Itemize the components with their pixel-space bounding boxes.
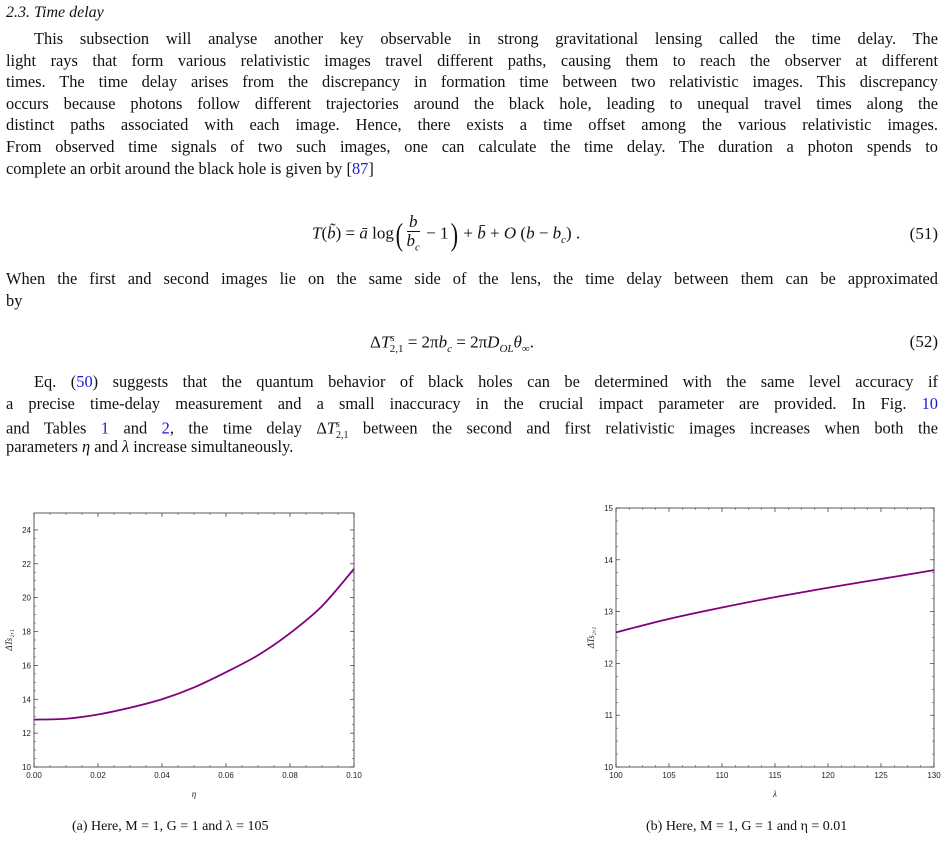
paragraph-line: This subsection will analyse another key observable in strong gravitational lensing called the time delay. The [34,29,938,48]
paragraph-line: Eq. (50) suggests that the quantum behavior of black holes can be determined with the same level accuracy if [34,372,938,391]
x-tick-label: 115 [768,771,782,780]
equation-number: (51) [909,224,938,243]
x-axis-label: η [191,789,197,799]
y-tick-label: 14 [604,555,613,565]
paragraph-line: distinct paths associated with each image. Hence, there exists a time offset among the various relativistic images. [6,115,938,135]
table-link[interactable]: 2 [161,418,170,438]
paragraph-line: When the first and second images lie on the same side of the lens, the time delay between them can be approximated [6,269,938,288]
y-axis-label: ΔTs₂,₁ [4,629,14,651]
data-series-line [34,569,354,720]
chart-a-svg [0,505,360,810]
x-tick-label: 0.00 [26,771,42,780]
paragraph-line-last: complete an orbit around the black hole is given by [87] [6,158,374,178]
y-tick-label: 15 [604,504,613,513]
x-tick-label: 105 [662,771,676,780]
figure-link[interactable]: 10 [921,393,938,413]
x-tick-label: 120 [821,771,835,780]
y-tick-label: 11 [604,711,613,721]
x-tick-label: 0.04 [154,771,170,780]
figure-caption-b: (b) Here, M = 1, G = 1 and η = 0.01 [646,819,848,834]
paragraph-line: parameters η and λ increase simultaneously. [6,436,294,456]
chart-b-svg [584,505,944,810]
y-tick-label: 12 [22,729,31,739]
paragraph-line: and Tables 1 and 2, the time delay $\Delta T^s_{2,1}$ between the second and first relativistic images increases when both the [6,418,938,441]
paragraph-1 [6,28,938,179]
y-tick-label: 18 [22,627,31,637]
equation-52-body: $\Delta T^s_{2,1} = 2\pi b_c = 2\pi D_{OL}\theta_\infty$. [370,332,534,356]
figure-caption-a: (a) Here, M = 1, G = 1 and λ = 105 [72,819,269,834]
x-tick-label: 130 [927,771,941,780]
equation-52 [0,330,946,370]
y-tick-label: 22 [22,559,31,569]
y-tick-label: 10 [604,763,613,772]
plot-frame [34,513,354,767]
paragraph-line: a precise time-delay measurement and a small inaccuracy in the crucial impact parameter are provided. In Fig. 10 [6,393,938,413]
x-axis-label: λ [773,789,777,799]
paragraph-line: From observed time signals of two such images, one can calculate the time delay. The duration a photon spends to [6,136,938,156]
paragraph-line: times. The time delay arises from the discrepancy in formation time between two relativistic images. This discrepancy [6,72,938,92]
y-tick-label: 12 [604,659,613,669]
x-tick-label: 0.06 [218,771,234,780]
citation-link[interactable]: 87 [351,158,369,178]
equation-number: (52) [909,332,938,351]
paragraph-line: light rays that form various relativistic images travel different paths, causing them to reach the observer at different [6,50,938,70]
x-tick-label: 125 [874,771,888,780]
x-tick-label: 100 [609,771,623,780]
y-tick-label: 16 [22,661,31,671]
y-tick-label: 20 [22,593,31,603]
y-tick-label: 13 [604,607,613,617]
equation-51-body: T(b̃) = ā log( $\frac{b}{b_c}$ − 1) + b̄ + O $(b - b_c)$ . [312,212,581,254]
x-tick-label: 110 [715,771,729,780]
x-tick-label: 0.08 [282,771,298,780]
y-tick-label: 24 [22,525,31,535]
plot-frame [616,508,934,767]
equation-link[interactable]: 50 [76,372,93,391]
data-series-line [616,570,934,632]
x-tick-label: 0.10 [346,771,362,780]
paragraph-2 [6,268,938,311]
paragraph-line: occurs because photons follow different trajectories around the black hole, leading to unequal travel times along the [6,93,938,113]
section-title: 2.3. Time delay [6,4,104,21]
paragraph-3 [6,371,938,457]
x-tick-label: 0.02 [90,771,106,780]
paragraph-line: by [6,290,23,310]
y-tick-label: 10 [22,763,31,772]
chart-b [584,505,944,810]
y-tick-label: 14 [22,695,31,705]
y-axis-label: ΔTs₂,₁ [586,626,596,649]
table-link[interactable]: 1 [100,418,110,438]
chart-a [0,505,360,810]
equation-51 [0,213,946,253]
